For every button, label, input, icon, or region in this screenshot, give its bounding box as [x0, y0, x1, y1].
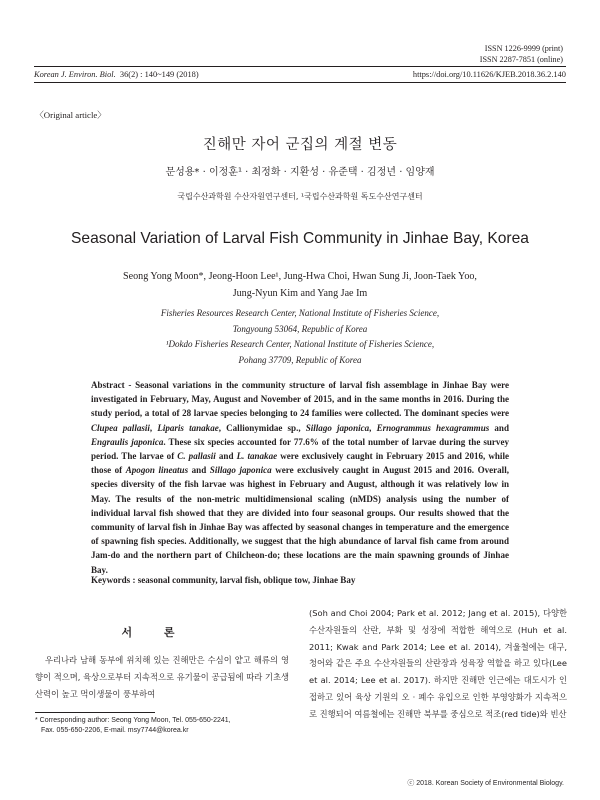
- footnote-line-2: Fax. 055-650-2206, E-mail. msy7744@korea.kr: [41, 727, 189, 734]
- species-name: Apogon lineatus: [125, 465, 189, 476]
- english-authors: [80, 268, 520, 302]
- doi-link[interactable]: https://doi.org/10.11626/KJEB.2018.36.2.140: [412, 70, 566, 79]
- abstract-text: - Seasonal variations in the community structure of larval fish assemblage in Jinhae Bay were investigated in February, May, August and November of 2015, and in the same months in 2016. During the study period, a total of 28 larvae species belonging to 24 families were collected. The dominant species were: [91, 380, 509, 419]
- species-name: Clupea pallasii: [91, 422, 150, 433]
- species-name: L. tanakae: [236, 451, 278, 462]
- species-name: Sillago japonica: [209, 465, 272, 476]
- abstract-text: were exclusively caught in August 2015 and 2016. Overall, species diversity of the fish larvae was highest in February and August, although it was relatively low in May. The results of the non-metric multidimensional scaling (nMDS) analysis using the number of individual larval fish showed that they are divided into four seasonal groups. Our results showed that the community of larval fish in Jinhae Bay was affected by seasonal changes in temperature and the emergence of spawning fish species. Additionally, we suggest that the high abundance of larval fish came from around Jam-do and the northern part of Chilcheon-do; these locations are the main spawning grounds of Jinhae Bay.: [91, 465, 509, 575]
- abstract-text: , Callionymidae sp.,: [218, 422, 306, 433]
- volume-pages: 36(2) : 140~149 (2018): [119, 70, 199, 79]
- abstract-text: and: [215, 451, 237, 462]
- header-rule-top: [34, 66, 566, 67]
- copyright-notice: ⓒ 2018. Korean Society of Environmental Biology.: [407, 780, 564, 787]
- header-rule-bottom: [34, 82, 566, 83]
- affil1-line-1: Fisheries Resources Research Center, National Institute of Fisheries Science,: [160, 308, 440, 318]
- corresponding-author-footnote: [35, 716, 285, 736]
- abstract-text: were exclusively caught in February 2015 and 2016, while those of: [91, 451, 509, 476]
- abstract: [91, 378, 509, 577]
- running-header: [34, 70, 566, 79]
- abstract-text: ,: [149, 422, 158, 433]
- journal-name: Korean J. Environ. Biol.: [34, 70, 116, 79]
- species-name: Ernogrammus hexagrammus: [376, 422, 490, 433]
- authors-line-1: Seong Yong Moon*, Jeong-Hoon Lee¹, Jung-Hwa Choi, Hwan Sung Ji, Joon-Taek Yoo,: [123, 271, 477, 282]
- korean-affiliation: 국립수산과학원 수산자원연구센터, ¹국립수산과학원 독도수산연구센터: [177, 192, 423, 201]
- korean-title: 진해만 자어 군집의 계절 변동: [202, 137, 398, 153]
- species-name: Sillago japonica: [305, 422, 370, 433]
- abstract-text: ,: [369, 422, 377, 433]
- footnote-rule: [35, 712, 155, 713]
- intro-paragraph-continued: (Soh and Choi 2004; Park et al. 2012; Jang et al. 2015), 다양한 수산자원들의 산란, 부화 및 성장에 적합한 해역으로 (Huh et al. 2011; Kwak and Park 2014; Lee et al. 2014), 겨울철에는 대구, 청어와 같은 주요 수산자원들의 산란장과 성육장 역할을 하고 있다(Lee et al. 2014; Lee et al. 2017). 하지만 진해만 인근에는 대도시가 인접하고 있어 육상 기원의 오 · 폐수 유입으로 인한 부영양화가 지속적으로 진행되어 여름철에는 진해만 북부를 중심으로 적조(red tide)와 빈산: [309, 608, 567, 719]
- article-type: 〈Original article〉: [35, 110, 107, 120]
- abstract-text: . These six species accounted for 77.6% of the total number of larvae during the survey period. The larvae of: [91, 436, 509, 462]
- journal-citation: [34, 70, 199, 79]
- intro-left-column: [35, 652, 289, 702]
- abstract-text: and: [188, 465, 210, 476]
- affil2-line-2: Pohang 37709, Republic of Korea: [238, 354, 362, 365]
- issn-print: ISSN 1226-9999 (print): [484, 44, 563, 53]
- species-name: C. pallasii: [177, 451, 216, 462]
- korean-authors: 문성용* · 이정훈¹ · 최정화 · 지환성 · 유준택 · 김정년 · 임양재: [165, 167, 435, 178]
- abstract-text: and: [489, 422, 509, 433]
- issn-online: ISSN 2287-7851 (online): [479, 55, 563, 64]
- species-name: Engraulis japonica: [91, 436, 164, 447]
- affil2-line-1: ¹Dokdo Fisheries Research Center, National Institute of Fisheries Science,: [165, 339, 435, 349]
- footnote-line-1: * Corresponding author: Seong Yong Moon, Tel. 055-650-2241,: [35, 717, 231, 724]
- authors-line-2: Jung-Nyun Kim and Yang Jae Im: [232, 288, 368, 299]
- section-heading-introduction: 서 론: [121, 626, 189, 639]
- english-title: Seasonal Variation of Larval Fish Community in Jinhae Bay, Korea: [71, 230, 529, 247]
- abstract-label: Abstract: [91, 380, 125, 390]
- species-name: Liparis tanakae: [157, 422, 219, 433]
- intro-right-column: [309, 605, 567, 723]
- english-affiliations: [80, 306, 520, 368]
- affil1-line-2: Tongyoung 53064, Republic of Korea: [232, 323, 368, 334]
- keywords: Keywords : seasonal community, larval fish, oblique tow, Jinhae Bay: [91, 575, 356, 585]
- intro-paragraph: 우리나라 남해 동부에 위치해 있는 진해만은 수심이 얕고 해류의 영향이 적으며, 육상으로부터 지속적으로 유기물이 공급됨에 따라 기초생산력이 높고 먹이생물이 풍부하여: [35, 655, 289, 699]
